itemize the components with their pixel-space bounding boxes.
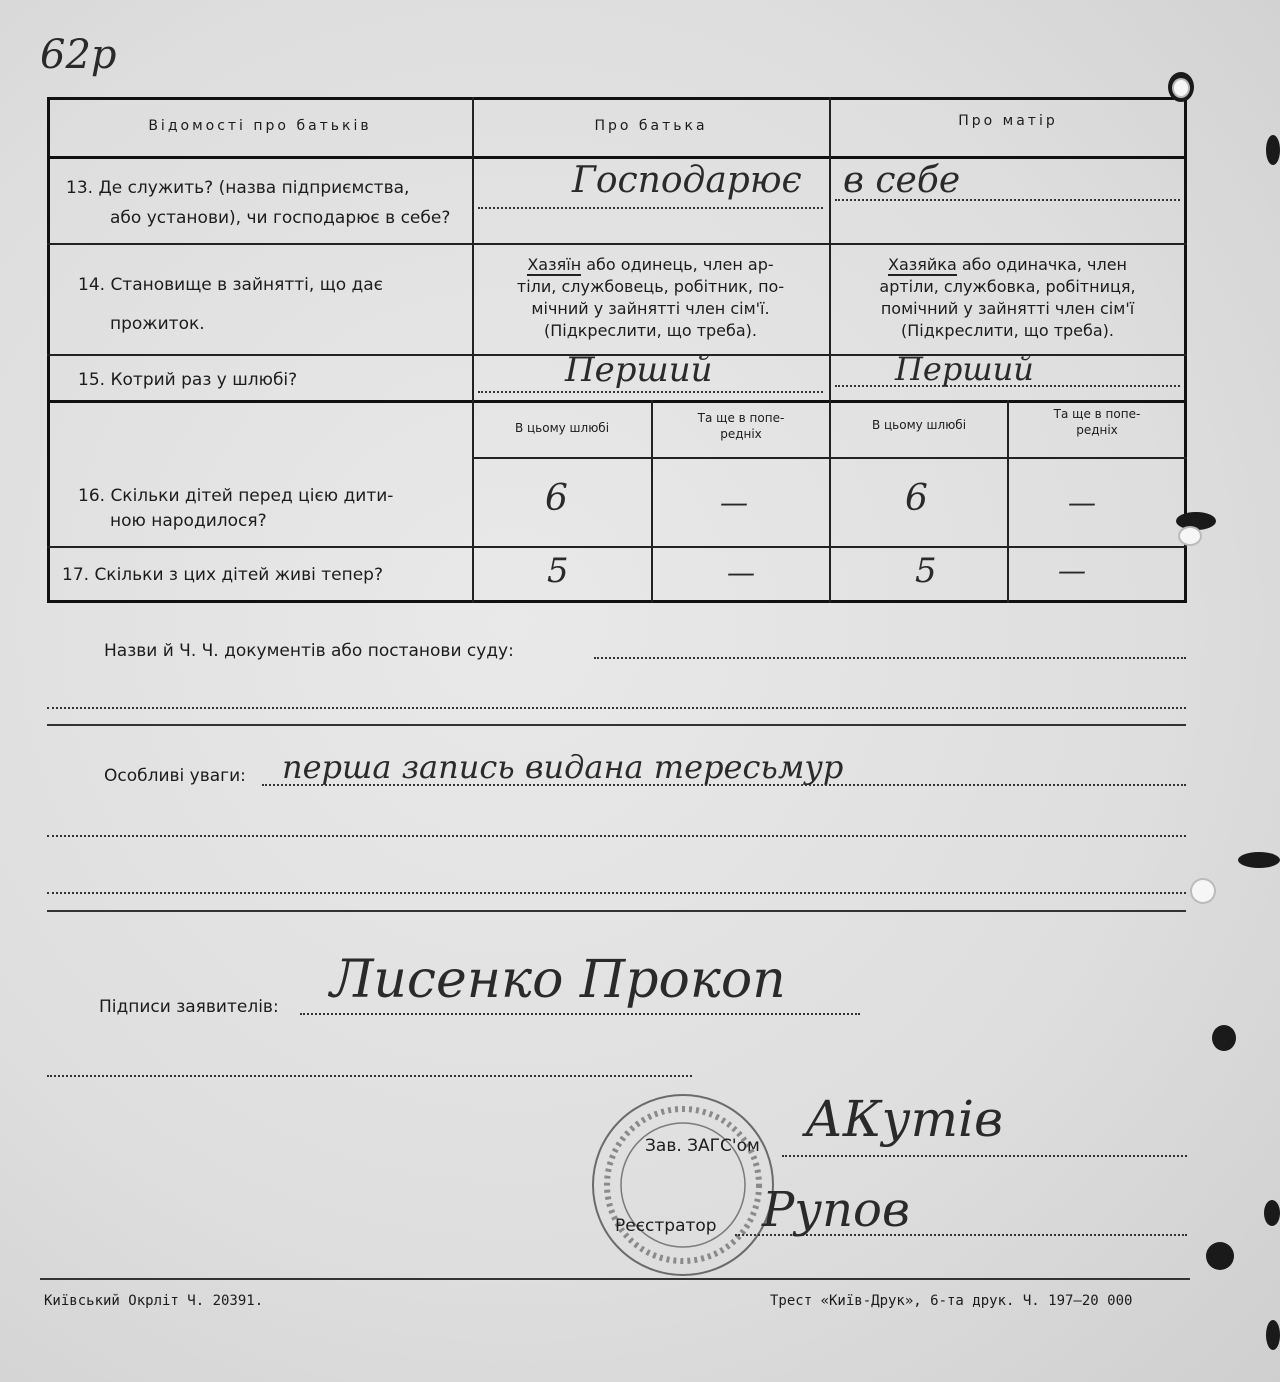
table-rule [47,156,1187,159]
q14-mother-line2: артіли, службовка, робітниця, [879,277,1136,296]
q14-mother-line3: помічний у зайнятті член сім'ї [880,299,1135,318]
q17-mother-this: 5 [915,551,937,591]
q14-father-line2: тіли, службовець, робітник, по- [516,277,785,296]
q14-mother-line1-rest: або одиначка, член [956,255,1127,274]
stamp-text-ring [607,1109,759,1261]
q13-answer-part2: в себе [843,160,961,201]
punch-hole [1206,1242,1234,1270]
signatures-label: Підписи заявителів: [99,997,279,1017]
footer-left: Київський Окрліт Ч. 20391. [44,1293,264,1309]
punch-hole [1174,80,1188,96]
q14-label-line1: 14. Становище в зайнятті, що дає [78,275,384,295]
q16-father-prev: — [720,486,748,519]
punch-hole [1176,512,1216,530]
q13-label-line2: або установи), чи господарює в себе? [110,208,451,228]
head-signature-line [782,1155,1187,1157]
subheader-father-prev-line2: редніх [720,427,762,441]
applicant-signature: Лисенко Прокоп [330,950,786,1010]
q14-mother-selected: Хазяйка [888,255,957,274]
table-rule [1007,400,1009,603]
q13-label-line1: 13. Де служить? (назва підприємства, [66,178,410,198]
margin-note: 62р [40,32,117,78]
q17-father-prev: — [727,556,755,589]
q15-label: 15. Котрий раз у шлюбі? [78,370,298,390]
header-father: Про батька [594,118,708,134]
q14-mother-options [835,254,1180,342]
q16-father-this: 6 [545,478,568,519]
table-rule [47,400,1187,403]
q14-father-line1-rest: або одинець, член ар- [581,255,774,274]
documents-label: Назви й Ч. Ч. документів або постанови суду: [104,641,514,661]
subheader-father-prev-line1: Та ще в попе- [697,411,785,425]
q14-mother-line1 [835,254,1180,276]
q16-label-line2: ною народилося? [110,511,267,531]
subheader-mother-prev-line2: редніх [1076,423,1118,437]
subheader-father-this: В цьому шлюбі [514,421,610,435]
registrar-signature: Рупов [762,1182,910,1238]
footer-rule [40,1278,1190,1280]
q15-father-answer: Перший [565,350,713,390]
punch-hole [1192,880,1214,902]
q14-father-line3: мічний у зайнятті член сім'ї. [531,299,770,318]
punch-hole [1180,528,1200,544]
punch-hole [1264,1200,1280,1226]
header-mother: Про матір [958,113,1058,129]
footer-right: Трест «Київ-Друк», 6-та друк. Ч. 197—20 000 [770,1293,1133,1309]
q17-mother-prev: — [1058,554,1086,587]
subheader-mother-this: В цьому шлюбі [871,418,967,432]
registrar-label: Реєстратор [615,1216,717,1236]
table-rule [472,97,474,603]
q14-father-options [478,254,823,342]
punch-hole [1212,1025,1236,1051]
q14-father-selected: Хазяїн [527,255,582,274]
q15-father-line [478,391,823,393]
punch-hole [1266,1320,1280,1350]
q16-mother-this: 6 [905,478,928,519]
documents-line-2 [47,707,1186,709]
header-about-parents: Відомості про батьків [148,118,372,134]
q15-mother-answer: Перший [895,350,1034,388]
table-rule [47,546,1187,548]
subheader-mother-prev-line1: Та ще в попе- [1053,407,1141,421]
signatures-line-2 [47,1075,692,1077]
remarks-value: перша запись видана тересьмур [282,748,844,786]
q17-label: 17. Скільки з цих дітей живі тепер? [62,565,383,585]
q14-father-line1 [478,254,823,276]
q13-father-line [478,207,823,209]
remarks-line-2 [47,835,1186,837]
table-rule [829,97,831,603]
stamp-outer-ring [593,1095,773,1275]
head-signature: АКутів [805,1090,1004,1148]
q14-mother-line4: (Підкреслити, що треба). [900,321,1115,340]
remarks-label: Особливі уваги: [104,766,246,786]
q13-answer-part1: Господарює [572,160,802,201]
documents-line [594,657,1186,659]
remarks-line-3 [47,892,1186,894]
punch-hole [1238,852,1280,868]
table-rule [47,243,1187,245]
section-divider [47,724,1186,726]
q14-father-line4: (Підкреслити, що треба). [543,321,758,340]
table-rule [651,400,653,603]
punch-hole [1266,135,1280,165]
q16-label-line1: 16. Скільки дітей перед цією дити- [78,486,394,506]
head-label: Зав. ЗАГС'ом [645,1136,760,1156]
section-divider [47,910,1186,912]
official-stamp [588,1090,778,1280]
q16-mother-prev: — [1068,486,1096,519]
q17-father-this: 5 [547,551,569,591]
q14-label-line2: прожиток. [110,314,205,334]
subheader-mother-prev [1010,406,1184,438]
signatures-line [300,1013,860,1015]
